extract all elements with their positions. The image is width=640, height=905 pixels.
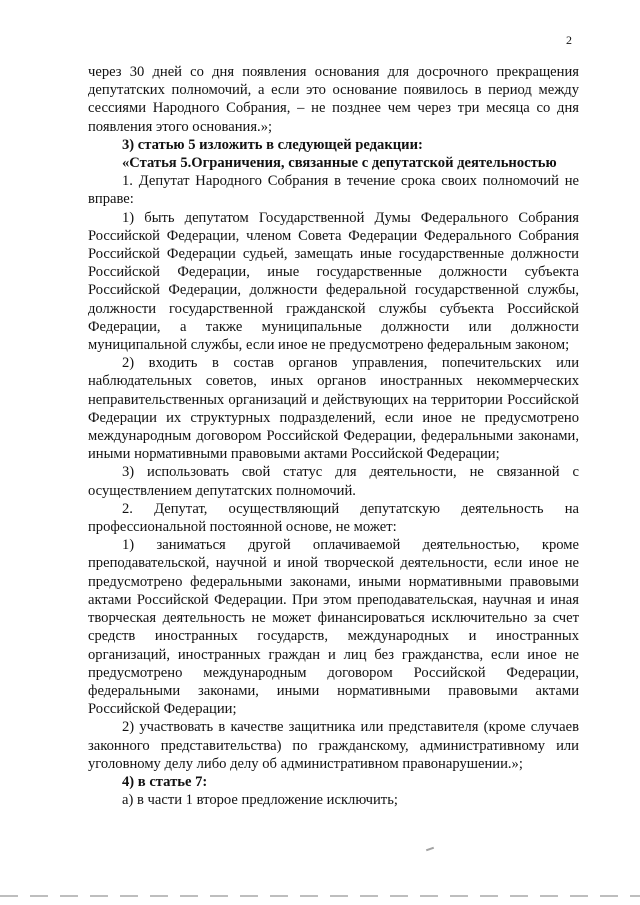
scan-artifact xyxy=(0,895,640,897)
paragraph-heading: 4) в статье 7: xyxy=(122,773,208,790)
paragraph: 3) использовать свой статус для деятельности, не связанной с осуществлением депутатских полномочий. xyxy=(88,464,579,499)
paragraph: 1. Депутат Народного Собрания в течение срока своих полномочий не вправе: xyxy=(88,173,579,208)
paragraph: а) в части 1 второе предложение исключить; xyxy=(122,792,398,809)
paragraph: 2) участвовать в качестве защитника или представителя (кроме случаев законного представительства) по гражданскому, административному или уголовному делу либо делу об административном правонарушении.»; xyxy=(88,719,579,772)
paragraph: через 30 дней со дня появления основания для досрочного прекращения депутатских полномочий, а если это основание появилось в период между сессиями Народного Собрания, – не позднее чем через три месяца со дня появления этого основания.»; xyxy=(88,64,579,135)
paragraph: 1) быть депутатом Государственной Думы Федерального Собрания Российской Федерации, членом Совета Федерации Федерального Собрания Российской Федерации судьей, замещать иные государственные должности Российской Федерации, иные государственные должности субъекта Российской Федерации, должности федеральной государственной службы, должности государственной гражданской службы субъекта Российской Федерации, а также муниципальные должности или должности муниципальной службы, если иное не предусмотрено федеральным законом; xyxy=(88,209,579,354)
article-title: «Статья 5.Ограничения, связанные с депутатской деятельностью xyxy=(122,155,557,172)
paragraph: 1) заниматься другой оплачиваемой деятельностью, кроме преподавательской, научной и иной творческой деятельности, если иное не предусмотрено федеральными законами, иными нормативными правовыми актами Российской Федерации. При этом преподавательская, научная и иная творческая деятельность не может финансироваться исключительно за счет средств иностранных государств, международных и иностранных организаций, иностранных граждан и лиц без гражданства, если иное не предусмотрено международным договором Российской Федерации, федеральными законами, иными нормативными правовыми актами Российской Федерации; xyxy=(88,537,579,718)
paragraph: 2) входить в состав органов управления, попечительских или наблюдательных советов, иных органов иностранных некоммерческих неправительственных организаций и действующих на территории Российской Федерации их структурных подразделений, если иное не предусмотрено международным договором Российской Федерации, федеральными законами, иными нормативными правовыми актами Российской Федерации; xyxy=(88,355,579,463)
paragraph: 2. Депутат, осуществляющий депутатскую деятельность на профессиональной постоянной основе, не может: xyxy=(88,500,579,536)
document-body xyxy=(88,63,579,809)
page-number: 2 xyxy=(566,33,572,47)
scan-artifact xyxy=(426,847,434,852)
paragraph-heading: 3) статью 5 изложить в следующей редакции: xyxy=(122,136,423,153)
